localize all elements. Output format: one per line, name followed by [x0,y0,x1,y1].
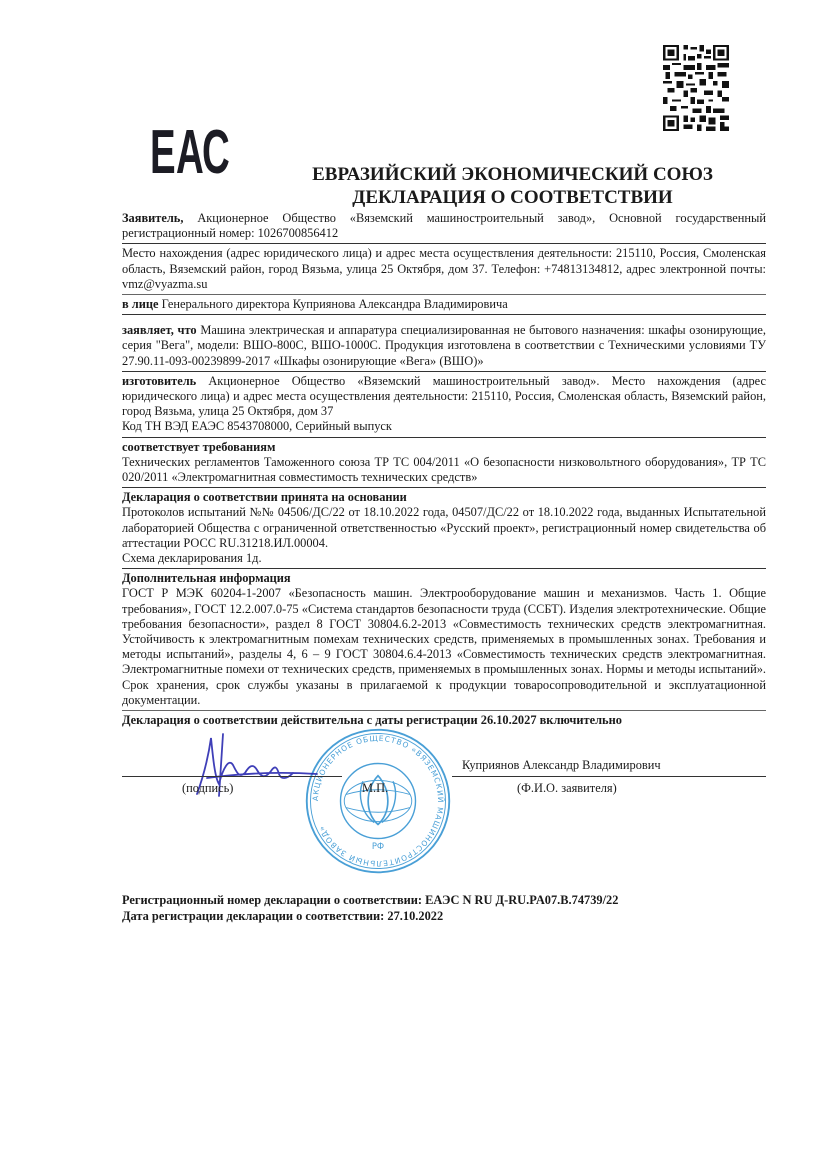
stamp-caption: М.П. [362,781,389,796]
manufacturer-section [122,374,766,438]
registration-date: Дата регистрации декларации о соответствии: 27.10.2022 [122,909,444,924]
registration-number: Регистрационный номер декларации о соответствии: ЕАЭС N RU Д-RU.PA07.B.74739/22 [122,893,619,908]
tn-ved-code: Код ТН ВЭД ЕАЭС 8543708000, Серийный выпуск [122,419,392,434]
eac-letter-a: A [176,118,204,187]
basis-text: Протоколов испытаний №№ 04506/ДС/22 от 18.10.2022 года, 04507/ДС/22 от 18.10.2022 года, выданных Испытательной лабораторией Общества с ограниченной ответственностью «Русский проект», регистрационный номер свидетельства об аттестации РОСС RU.31218.ИЛ.00004. [122,505,766,550]
name-line [452,776,766,777]
applicant-section [122,211,766,244]
additional-section [122,571,766,711]
additional-text: ГОСТ Р МЭК 60204-1-2007 «Безопасность машин. Электрооборудование машин и механизмов. Часть 1. Общие требования», ГОСТ 12.2.007.0-75 «Система стандартов безопасности труда (ССБТ). Изделия электротехнические. Общие требования безопасности», раздел 8 ГОСТ 30804.6.2-2013 «Совместимость технических средств электромагнитная. Устойчивость к электромагнитным помехам технических средств, применяемых в промышленных зонах. Требования и методы испытаний», разделы 4, 6 – 9 ГОСТ 30804.6.4-2013 «Совместимость технических средств электромагнитная. Электромагнитные помехи от технических средств, применяемых в промышленных зонах. Нормы и методы испытаний». Срок хранения, срок службы указаны в прилагаемой к продукции товаросопроводительной и эксплуатационной документации. [122,586,766,707]
stamp-bottom-text: РФ [371,841,385,852]
basis-section [122,490,766,569]
signature-block [122,728,766,869]
declares-section [122,323,766,372]
signature-caption: (подпись) [182,781,234,796]
declares-text: Машина электрическая и аппаратура специализированная не бытового назначения: шкафы озонирующие, серия "Вега", модели: ВШО-800С, ВШО-1000С. Продукция изготовлена в соответствии с Техническими условиями ТУ 27.90.11-093-00239899-2017 «Шкафы озонирующие «Вега» (ВШО)» [122,323,766,368]
validity-line: Декларация о соответствии действительна с даты регистрации 26.10.2027 включительно [122,713,622,728]
additional-label: Дополнительная информация [122,571,291,586]
requirements-label: соответствует требованиям [122,439,276,454]
eac-letter-e: E [150,118,176,187]
represented-text: Генерального директора Куприянова Александра Владимировича [158,297,508,312]
declaration-scheme: Схема декларирования 1д. [122,551,262,566]
signer-name: Куприянов Александр Владимирович [462,758,661,773]
declares-label: заявляет, что [122,323,197,338]
represented-label: в лице [122,297,159,312]
manufacturer-label: изготовитель [122,373,197,388]
manufacturer-text: Акционерное Общество «Вяземский машиностроительный завод». Место нахождения (адрес юридического лица) и адрес места осуществления деятельности: 215110, Россия, Смоленская область, Вяземский район, город Вязьма, улица 25 Октября, дом 37 [122,373,766,419]
eac-logo [150,118,230,187]
eac-letter-c: C [202,118,230,187]
requirements-text: Технических регламентов Таможенного союза ТР ТС 004/2011 «О безопасности низковольтного оборудования», ТР ТС 020/2011 «Электромагнитная совместимость технических средств» [122,454,766,485]
declaration-heading: ДЕКЛАРАЦИЯ О СООТВЕТСТВИИ [352,187,673,208]
requirements-section [122,440,766,489]
basis-label: Декларация о соответствии принята на основании [122,490,407,505]
document-title [240,163,785,209]
stamp-ring-text: АКЦИОНЕРНОЕ ОБЩЕСТВО «ВЯЗЕМСКИЙ МАШИНОСТРОИТЕЛЬНЫЙ ЗАВОД» [310,734,446,869]
represented-section [122,297,766,315]
name-caption: (Ф.И.О. заявителя) [517,781,617,796]
location-section [122,246,766,295]
company-stamp-icon [303,726,453,876]
applicant-text: Акционерное Общество «Вяземский машиностроительный завод», Основной государственный регистрационный номер: 1026700856412 [122,211,766,241]
applicant-label: Заявитель, [122,211,184,225]
registration-block [122,892,766,924]
qr-code-icon [663,44,729,132]
signature-line [122,776,342,777]
location-text: Место нахождения (адрес юридического лица) и адрес места осуществления деятельности: 215110, Россия, Смоленская область, Вяземский район, город Вязьма, улица 25 Октября, дом 37. Телефон: +74813134812, адрес электронной почты: vmz@vyazma.su [122,246,766,291]
union-name: ЕВРАЗИЙСКИЙ ЭКОНОМИЧЕСКИЙ СОЮЗ [312,164,713,185]
declaration-body [122,211,766,728]
